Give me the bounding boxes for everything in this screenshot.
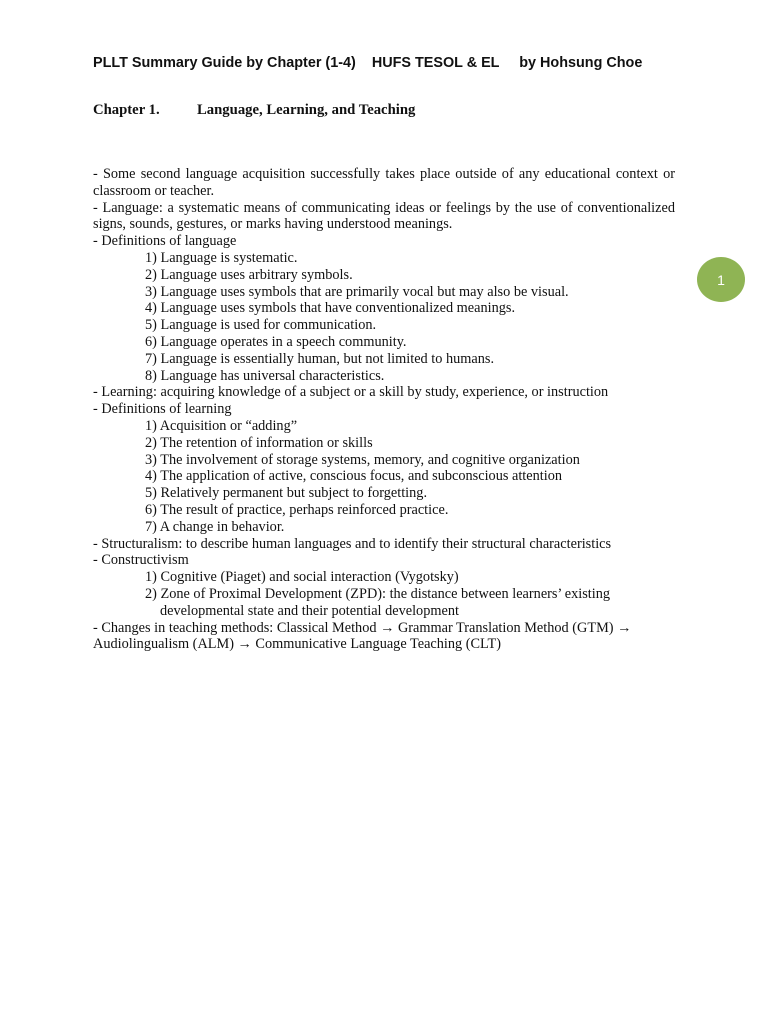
chapter-content — [93, 166, 675, 653]
list-item — [93, 586, 675, 620]
header-title: PLLT Summary Guide by Chapter (1-4) — [93, 55, 356, 71]
methods-line-1: - Changes in teaching methods: Classical Method → Grammar Translation Method (GTM) → — [93, 619, 632, 636]
header-program: HUFS TESOL & EL — [371, 55, 500, 71]
list-item: 1) Acquisition or “adding” — [145, 417, 298, 434]
list-item: 7) Language is essentially human, but not limited to humans. — [145, 350, 495, 367]
list-item: 1) Cognitive (Piaget) and social interaction (Vygotsky) — [145, 569, 459, 586]
page-header — [93, 55, 693, 71]
chapter-title: Language, Learning, and Teaching — [197, 102, 416, 118]
list-item: 6) Language operates in a speech community. — [145, 333, 407, 350]
learning-definition: - Learning: acquiring knowledge of a subject or a skill by study, experience, or instruction — [93, 384, 609, 401]
list-item: 2) The retention of information or skills — [145, 434, 373, 451]
learning-definitions-heading: - Definitions of learning — [93, 401, 232, 418]
chapter-number: Chapter 1. — [93, 102, 160, 118]
header-author: by Hohsung Choe — [519, 55, 643, 71]
zpd-line-1: 2) Zone of Proximal Development (ZPD): the distance between learners’ existing — [145, 585, 611, 602]
list-item: 7) A change in behavior. — [145, 518, 285, 535]
list-item: 5) Language is used for communication. — [145, 317, 377, 334]
list-item: 3) The involvement of storage systems, memory, and cognitive organization — [145, 451, 580, 468]
list-item: 1) Language is systematic. — [145, 249, 298, 266]
language-definition: - Language: a systematic means of communicating ideas or feelings by the use of conventionalized signs, sounds, gestures, or marks having understood meanings. — [93, 199, 675, 233]
structuralism-note: - Structuralism: to describe human languages and to identify their structural characteristics — [93, 535, 612, 552]
language-definitions-list — [93, 250, 675, 384]
page-number-badge: 1 — [697, 257, 745, 302]
chapter-heading — [93, 102, 415, 119]
list-item: 4) Language uses symbols that have conventionalized meanings. — [145, 300, 516, 317]
learning-definitions-list — [93, 418, 675, 536]
language-definitions-heading: - Definitions of language — [93, 233, 237, 250]
zpd-line-2: developmental state and their potential development — [160, 602, 459, 619]
list-item: 4) The application of active, conscious focus, and subconscious attention — [145, 468, 563, 485]
teaching-methods-note — [93, 620, 675, 654]
methods-line-2: Audiolingualism (ALM) → Communicative Language Teaching (CLT) — [93, 636, 501, 653]
list-item: 2) Language uses arbitrary symbols. — [145, 266, 353, 283]
list-item: 3) Language uses symbols that are primarily vocal but may also be visual. — [145, 283, 569, 300]
list-item: 8) Language has universal characteristics. — [145, 367, 385, 384]
sla-note: - Some second language acquisition successfully takes place outside of any educational context or classroom or teacher. — [93, 166, 675, 199]
list-item: 6) The result of practice, perhaps reinforced practice. — [145, 501, 449, 518]
list-item: 5) Relatively permanent but subject to forgetting. — [145, 485, 428, 502]
constructivism-heading: - Constructivism — [93, 552, 189, 569]
